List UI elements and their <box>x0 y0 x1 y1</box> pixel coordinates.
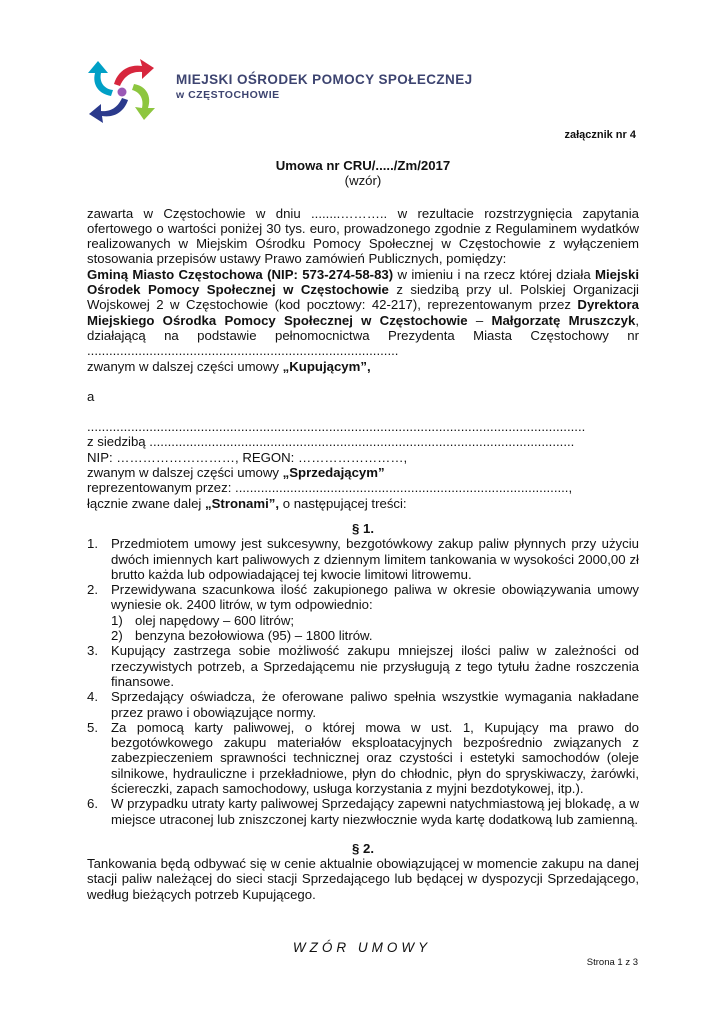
sub-item-text: benzyna bezołowiowa (95) – 1800 litrów. <box>135 628 373 644</box>
conjunction-a: a <box>87 388 95 404</box>
item-text: Przewidywana szacunkowa ilość zakupionego paliwa w okresie obowiązywania umowy wyniesie ok. 2400 litrów, w tym odpowiednio: <box>111 582 639 613</box>
annex-label: załącznik nr 4 <box>564 129 636 141</box>
section-1-list <box>87 536 639 827</box>
item-number: 2. <box>87 582 98 598</box>
seller-nip-regon-field: NIP: ………………………, REGON: ……………………, <box>87 449 408 465</box>
item-text: Przedmiotem umowy jest sukcesywny, bezgotówkowy zakup paliw płynnych przy użyciu dwóch imiennych kart paliwowych z dziennym limitem tankowania w wysokości 2000,00 zł brutto każda lub odpowiadającej tej kwocie limitowi litrowemu. <box>111 536 639 582</box>
director-text: , działającą na podstawie pełnomocnictwa Prezydenta Miasta Częstochowy nr ..................................................................................... <box>87 312 639 359</box>
mops-name: Miejski Ośrodek Pomocy Społecznej w Częstochowie <box>87 266 640 298</box>
list-item <box>87 643 639 689</box>
list-item <box>87 689 639 720</box>
contract-title: Umowa nr CRU/...../Zm/2017 <box>275 158 451 173</box>
parties-line <box>87 496 639 511</box>
item-number: 5. <box>87 719 98 735</box>
seller-representative-field: reprezentowanym przez: ..........................................................................................., <box>87 480 573 496</box>
parties-suffix: o następującej treści: <box>279 495 407 511</box>
sub-list-item <box>111 613 639 628</box>
list-item <box>87 720 639 796</box>
list-item <box>87 796 639 827</box>
contract-body <box>87 158 639 902</box>
dash-text: – <box>467 312 492 328</box>
section-2-text: Tankowania będą odbywać się w cenie aktualnie obowiązującej w momencie zakupu na danej stacji paliw należącej do sieci stacji Sprzedającego lub będącej w dyspozycji Sprzedającego, według bieżących potrzeb Kupującego. <box>87 856 639 902</box>
sub-item-number: 1) <box>111 612 123 628</box>
sub-list-item <box>111 628 639 643</box>
buyer-prefix: zwanym w dalszej części umowy <box>87 358 283 374</box>
list-item <box>87 536 639 582</box>
mops-text: z siedzibą przy ul. Polskiej Organizacji Wojskowej 2 w Częstochowie (kod pocztowy: 42-217), reprezentowanym przez <box>87 282 639 313</box>
seller-address-field: z siedzibą .................................................................................................................... <box>87 434 575 450</box>
item-text: Kupujący zastrzega sobie możliwość zakupu mniejszej ilości paliw w zależności od rzeczywistych potrzeb, a Sprzedającemu nie przysługują z tego tytułu żadne roszczenia finansowe. <box>111 643 639 689</box>
sub-item-text: olej napędowy – 600 litrów; <box>135 612 295 628</box>
director-title: Dyrektora Miejskiego Ośrodka Pomocy Społecznej w Częstochowie <box>87 297 639 328</box>
organization-name: MIEJSKI OŚRODEK POMOCY SPOŁECZNEJ <box>176 72 473 87</box>
seller-name-field: ........................................................................................................................................ <box>87 419 586 435</box>
contract-subtitle: (wzór) <box>344 173 382 189</box>
item-number: 1. <box>87 536 98 552</box>
intro-paragraph <box>87 206 639 359</box>
parties-prefix: łącznie zwane dalej <box>87 495 206 511</box>
seller-term: „Sprzedającym” <box>282 465 385 481</box>
list-item <box>87 582 639 643</box>
director-name: Małgorzatę Mruszczyk <box>491 312 636 328</box>
seller-line <box>87 465 639 480</box>
buyer-line <box>87 359 639 374</box>
page-number: Strona 1 z 3 <box>586 957 638 968</box>
section-2-heading: § 2. <box>352 840 374 856</box>
item-number: 6. <box>87 796 98 812</box>
item-text: Za pomocą karty paliwowej, o której mowa w ust. 1, Kupujący ma prawo do bezgotówkowego zakupu materiałów eksploatacyjnych bezpośrednio związanych z zabezpieczeniem sprawności technicznej oraz czystości i estetyki samochodów (oleje silnikowe, hydrauliczne i przekładniowe, płyn do chłodnic, płyn do spryskiwaczy, żarówki, ściereczki, zapach samochodowy, usługa korzystania z myjni bezdotykowej, itp.). <box>111 719 639 796</box>
item-number: 3. <box>87 643 98 659</box>
sub-item-number: 2) <box>111 628 123 644</box>
seller-prefix: zwanym w dalszej części umowy <box>87 465 283 481</box>
item-text: W przypadku utraty karty paliwowej Sprzedający zapewni natychmiastową jej blokadę, a w miejsce utraconej lub zniszczonej karty niezwłocznie wyda kartę dodatkową lub zamienną. <box>111 796 639 827</box>
gmina-name: Gminą Miasto Częstochowa (NIP: 573-274-58-83) <box>87 266 394 282</box>
section-1-heading: § 1. <box>352 520 374 536</box>
item-text: Sprzedający oświadcza, że oferowane paliwo spełnia wszystkie wymagania nakładane przez prawo i obowiązujące normy. <box>111 689 639 720</box>
gmina-text: w imieniu i na rzecz której działa <box>393 266 596 282</box>
organization-city: w CZĘSTOCHOWIE <box>176 89 280 101</box>
parties-term: „Stronami”, <box>205 495 280 511</box>
buyer-term: „Kupującym”, <box>282 358 371 374</box>
intro-text: zawarta w Częstochowie w dniu ........……….. w rezultacie rozstrzygnięcia zapytania ofertowego o wartości poniżej 30 tys. euro, prowadzonego zgodnie z Regulaminem wydatków realizowanych w Miejskim Ośrodku Pomocy Społecznej w Częstochowie z wyłączeniem stosowania przepisów ustawy Prawo zamówień Publicznych, pomiędzy: <box>87 205 639 267</box>
fuel-sublist <box>111 613 639 644</box>
mops-logo-icon <box>84 54 160 124</box>
item-number: 4. <box>87 689 98 705</box>
watermark-text: WZÓR UMOWY <box>292 940 432 955</box>
letterhead <box>84 50 564 130</box>
